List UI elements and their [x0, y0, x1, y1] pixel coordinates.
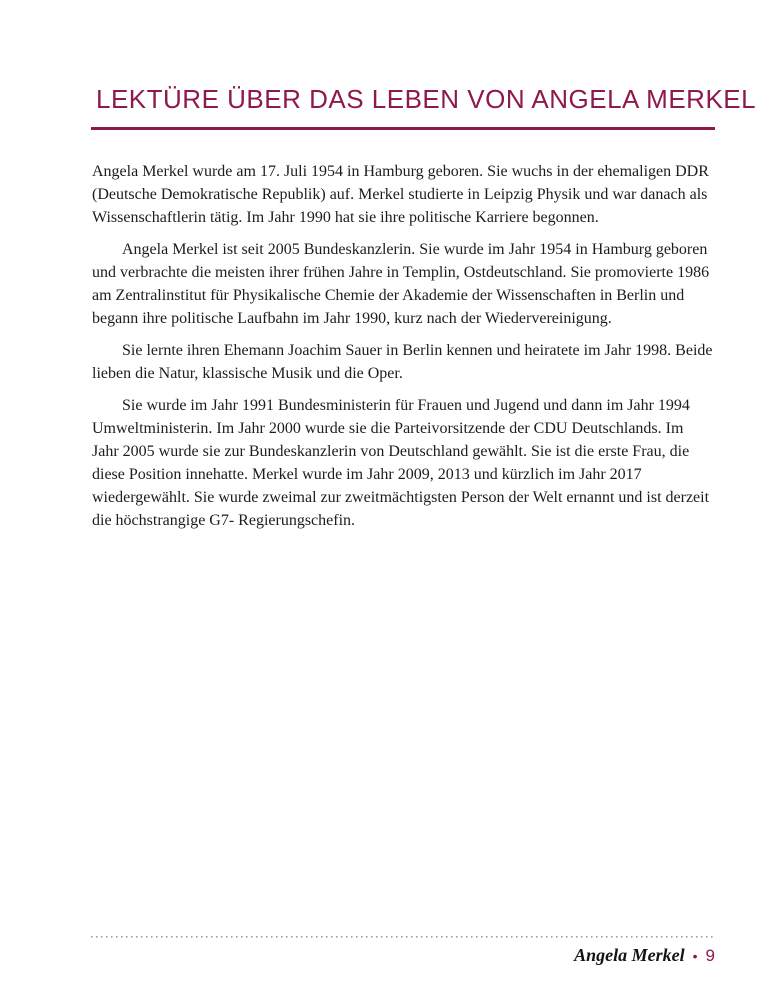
paragraph: Sie wurde im Jahr 1991 Bundesministerin für Frauen und Jugend und dann im Jahr 1994 Umweltministerin. Im Jahr 2000 wurde sie die Parteivorsitzende der CDU Deutschlands. Im Jahr 2005 wurde sie zur Bundeskanzlerin von Deutschland gewählt. Sie ist die erste Frau, die diese Position innehatte. Merkel wurde im Jahr 2009, 2013 und kürzlich im Jahr 2017 wiedergewählt. Sie wurde zweimal zur zweitmächtigsten Person der Welt ernannt und ist derzeit die höchstrangige G7- Regierungschefin. — [92, 397, 710, 529]
footer-bullet-separator: • — [692, 948, 698, 964]
page-number: 9 — [705, 946, 715, 965]
page-title: LEKTÜRE ÜBER DAS LEBEN VON ANGELA MERKEL — [96, 84, 757, 114]
paragraph: Angela Merkel ist seit 2005 Bundeskanzlerin. Sie wurde im Jahr 1954 in Hamburg geboren und verbrachte die meisten ihrer frühen Jahre in Templin, Ostdeutschland. Sie promovierte 1986 am Zentralinstitut für Physikalische Chemie der Akademie der Wissenschaften in Berlin und begann ihre politische Laufbahn im Jahr 1990, kurz nach der Wiedervereinigung. — [92, 241, 710, 327]
running-title: Angela Merkel — [574, 945, 685, 965]
page-footer — [574, 945, 715, 966]
article-body — [92, 160, 713, 541]
footer-dotted-divider — [91, 936, 715, 938]
title-rule — [91, 127, 715, 130]
paragraph: Sie lernte ihren Ehemann Joachim Sauer in Berlin kennen und heiratete im Jahr 1998. Beide lieben die Natur, klassische Musik und die Oper. — [92, 342, 713, 382]
paragraph: Angela Merkel wurde am 17. Juli 1954 in Hamburg geboren. Sie wuchs in der ehemaligen DDR (Deutsche Demokratische Republik) auf. Merkel studierte in Leipzig Physik und war danach als Wissenschaftlerin tätig. Im Jahr 1990 hat sie ihre politische Karriere begonnen. — [92, 163, 709, 226]
